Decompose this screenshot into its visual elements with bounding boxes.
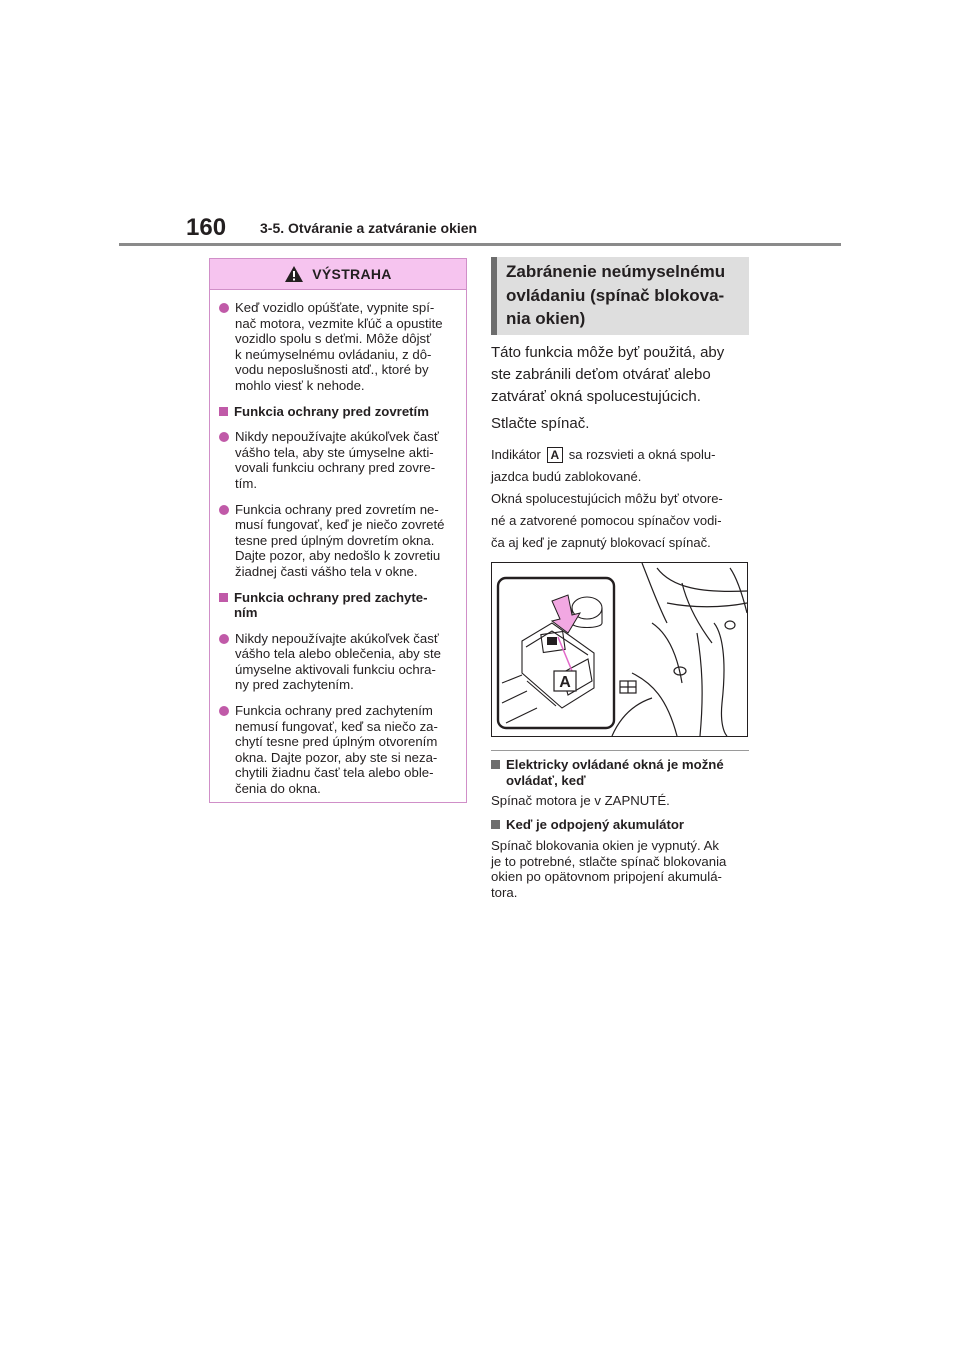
warning-line: chytí tesne pred úplným otvorením — [235, 734, 438, 750]
figure-label-a: A — [559, 674, 571, 691]
warning-line: úmyselne aktivovali funkciu ochra- — [235, 661, 436, 677]
square-bullet-icon — [219, 407, 228, 416]
note-line: né a zatvorené pomocou spínačov vodi- — [491, 513, 722, 528]
warning-box — [209, 258, 467, 803]
round-bullet-icon — [219, 303, 229, 313]
round-bullet-icon — [219, 432, 229, 442]
round-bullet-icon — [219, 634, 229, 644]
info-text-line: okien po opätovnom pripojení akumulá- — [491, 869, 722, 885]
warning-text — [234, 590, 427, 621]
intro-line: ste zabránili deťom otvárať alebo — [491, 366, 711, 383]
warning-body — [210, 290, 466, 797]
warning-line: Nikdy nepoužívajte akúkoľvek časť — [235, 630, 439, 646]
header-rule — [119, 243, 841, 246]
warning-subheading — [219, 404, 456, 420]
square-bullet-icon — [491, 820, 500, 829]
warning-title: VÝSTRAHA — [312, 266, 392, 282]
warning-line: Keď vozidlo opúšťate, vypnite spí- — [235, 300, 435, 315]
figure-divider — [491, 750, 749, 751]
warning-line: Funkcia ochrany pred zachyte- — [234, 589, 428, 605]
warning-bullet — [219, 429, 456, 491]
warning-bullet — [219, 300, 456, 394]
info-text-battery — [491, 838, 753, 900]
lock-switch-illustration — [491, 562, 748, 737]
warning-line: vodu neposlušnosti atď., ktoré by — [235, 362, 429, 378]
info-heading-line: ovládať, keď — [506, 772, 586, 788]
warning-header — [210, 259, 466, 290]
instruction: Stlačte spínač. — [491, 415, 590, 432]
indicator-note — [491, 444, 753, 488]
warning-line: Funkcia ochrany pred zovretím — [234, 403, 429, 419]
info-text-line: Spínač blokovania okien je vypnutý. Ak — [491, 838, 719, 853]
warning-line: nač motora, vezmite kľúč a opustite — [235, 315, 443, 331]
info-text-line: tora. — [491, 884, 518, 900]
warning-line: vášho tela, aby ste úmyselne akti- — [235, 444, 434, 460]
lock-heading-line: nia okien) — [506, 309, 586, 328]
warning-line: okna. Dajte pozor, aby ste si neza- — [235, 749, 438, 765]
warning-text — [234, 404, 429, 420]
note-line: Okná spolucestujúcich môžu byť otvore- — [491, 491, 723, 506]
warning-line: musí fungovať, keď je niečo zovreté — [235, 517, 445, 533]
intro-line: Táto funkcia môže byť použitá, aby — [491, 344, 725, 361]
warning-line: mohlo viesť k nehode. — [235, 377, 365, 393]
warning-line: žiadnej časti vášho tela v okne. — [235, 563, 418, 579]
warning-text — [235, 703, 438, 797]
page-number: 160 — [186, 214, 227, 241]
warning-text — [235, 502, 445, 580]
info-text-line: Spínač motora je v ZAPNUTÉ. — [491, 793, 670, 808]
car-door-drawing — [492, 563, 747, 736]
info-heading-power-windows — [491, 757, 753, 788]
warning-bullet — [219, 502, 456, 580]
warning-line: tesne pred úplným dovretím okna. — [235, 532, 435, 548]
warning-line: nemusí fungovať, keď sa niečo za- — [235, 718, 438, 734]
warning-bullet — [219, 631, 456, 693]
square-bullet-icon — [491, 760, 500, 769]
round-bullet-icon — [219, 706, 229, 716]
warning-subheading — [219, 590, 456, 621]
warning-bullet — [219, 703, 456, 797]
warning-line: vovali funkciu ochrany pred zovre- — [235, 460, 436, 476]
indicator-label-box: A — [547, 447, 564, 463]
info-heading-battery — [491, 817, 753, 833]
section-title: 3-5. Otváranie a zatváranie okien — [260, 220, 478, 236]
indicator-line — [491, 444, 753, 466]
warning-line: čenia do okna. — [235, 781, 321, 797]
intro-line: zatvárať okná spolucestujúcich. — [491, 388, 701, 405]
indicator-line2: jazdca budú zablokované. — [491, 469, 642, 484]
warning-line: tím. — [235, 475, 257, 491]
round-bullet-icon — [219, 505, 229, 515]
warning-line: k neúmyselnému ovládaniu, z dô- — [235, 346, 432, 362]
warning-text — [235, 631, 441, 693]
warning-line: Dajte pozor, aby nedošlo k zovretiu — [235, 548, 441, 564]
warning-line: Nikdy nepoužívajte akúkoľvek časť — [235, 429, 439, 445]
info-heading-line: Keď je odpojený akumulátor — [506, 817, 685, 832]
info-text-power-windows — [491, 793, 753, 809]
info-heading-line: Elektricky ovládané okná je možné — [506, 757, 724, 772]
warning-triangle-icon — [284, 265, 304, 283]
warning-line: chytili žiadnu časť tela alebo oble- — [235, 765, 434, 781]
info-text-line: je to potrebné, stlačte spínač blokovania — [491, 853, 727, 869]
square-bullet-icon — [219, 593, 228, 602]
lock-section-heading — [491, 257, 749, 335]
note-line: ča aj keď je zapnutý blokovací spínač. — [491, 535, 711, 550]
indicator-after: sa rozsvieti a okná spolu- — [568, 447, 716, 462]
warning-line: ním — [234, 605, 258, 621]
lock-heading-line: ovládaniu (spínač blokova- — [506, 285, 725, 305]
warning-text — [235, 300, 443, 394]
lock-intro — [491, 342, 753, 435]
warning-line: Funkcia ochrany pred zovretím ne- — [235, 501, 439, 517]
driver-note — [491, 488, 753, 554]
warning-line: vozidlo spolu s deťmi. Môže dôjsť — [235, 331, 432, 347]
warning-text — [235, 429, 439, 491]
warning-line: Funkcia ochrany pred zachytením — [235, 703, 433, 719]
warning-line: vášho tela alebo oblečenia, aby ste — [235, 646, 442, 662]
indicator-before: Indikátor — [491, 447, 541, 462]
lock-heading-line: Zabránenie neúmyselnému — [506, 262, 726, 281]
warning-line: ny pred zachytením. — [235, 677, 354, 693]
